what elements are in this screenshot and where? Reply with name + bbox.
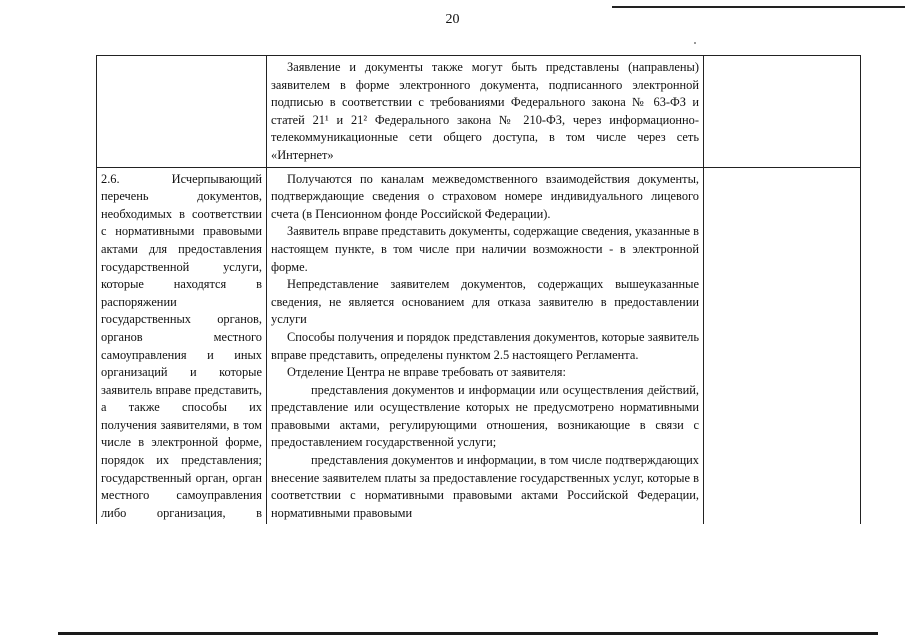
- table-row: [97, 167, 861, 524]
- regulation-table: [96, 55, 861, 524]
- scan-speck: [694, 42, 696, 44]
- top-rule-line: [612, 6, 905, 8]
- row-b-paragraph-2: Заявитель вправе представить документы, содержащие сведения, указанные в настоящем пункте, в том числе при наличии возможности - в электронной форме.: [271, 224, 699, 274]
- row-b-content-cell: [267, 167, 704, 524]
- row-a-note-cell: [704, 56, 861, 168]
- row-b-paragraph-4: Способы получения и порядок представления документов, которые заявитель вправе представить, определены пунктом 2.5 настоящего Регламента.: [271, 329, 699, 362]
- row-a-content-cell: [267, 56, 704, 168]
- row-b-note-cell: [704, 167, 861, 524]
- row-b-paragraph-5: Отделение Центра не вправе требовать от заявителя:: [287, 365, 566, 380]
- row-b-paragraph-1: Получаются по каналам межведомственного взаимодействия документы, подтверждающие сведения о страховом номере индивидуального лицевого счета (в Пенсионном фонде Российской Федерации).: [271, 171, 699, 221]
- page-number: 20: [445, 12, 460, 27]
- row-b-name-text: 2.6. Исчерпывающий перечень документов, необходимых в соответствии с нормативными правовыми актами для предоставления государственной услуги, которые находятся в распоряжении государственных органов, органов местного самоуправления и иных организаций и которые заявитель вправе представить, а также способы их получения заявителями, в том числе в электронной форме, порядок их представления; государственный орган, орган местного самоуправления либо организация, в: [101, 171, 262, 520]
- row-a-paragraph: Заявление и документы также могут быть представлены (направлены) заявителем в форме электронного документа, подписанного электронной подписью в соответствии с требованиями Федерального закона № 63-ФЗ и статей 21¹ и 21² Федерального закона № 210-ФЗ, через информационно-телекоммуникационные сети общего доступа, в том числе через сеть «Интернет»: [271, 60, 699, 162]
- row-b-paragraph-7: представления документов и информации, в том числе подтверждающих внесение заявителем платы за предоставление государственных услуг, которые в соответствии с нормативными правовыми актами Российской Федерации, нормативными правовыми: [271, 453, 699, 520]
- row-b-paragraph-6: представления документов и информации или осуществления действий, представление или осуществление которых не предусмотрено нормативными правовыми актами, регулирующими отношения, возникающие в связи с предоставлением государственной услуги;: [271, 382, 699, 450]
- row-b-name-cell: [97, 167, 267, 524]
- table-row: [97, 56, 861, 168]
- bottom-rule-line: [58, 632, 878, 635]
- row-b-paragraph-3: Непредставление заявителем документов, содержащих вышеуказанные сведения, не является основанием для отказа заявителю в предоставлении услуги: [271, 277, 699, 327]
- row-a-name-cell: [97, 56, 267, 168]
